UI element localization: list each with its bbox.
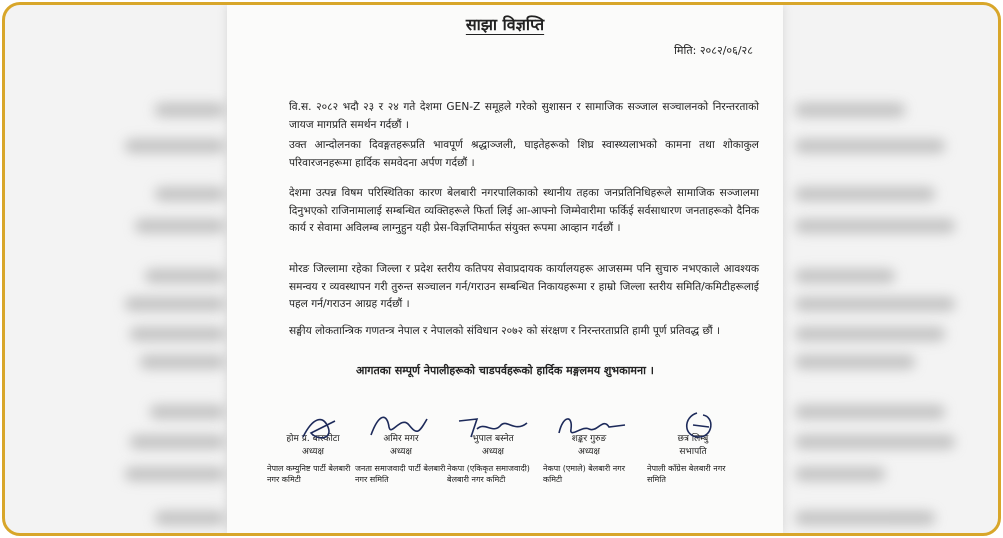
signatory-1 [267,433,359,485]
signature-mark [549,407,629,443]
paragraph-4: मोरङ जिल्लामा रहेका जिल्ला र प्रदेश स्तरीय कतिपय सेवाप्रदायक कार्यालयहरू आजसम्म पनि सुचारु नभएकाले आवश्यक समन्वय र व्यवस्थापन गरी तुरुन्त सञ्चालन गर्न/गराउन सम्बन्धित निकायहरूमा र हाम्रो जिल्ला स्तरीय समिति/कमिटीहरूलाई पहल गर्न/गराउन आग्रह गर्दछौं । [289,263,759,310]
signatory-3 [447,433,539,485]
image-frame [2,2,1001,536]
signatory-role: अध्यक्ष [390,447,412,457]
signatory-2 [355,433,447,485]
paragraph-1: वि.स. २०८२ भदौ २३ र २४ गते देशमा GEN-Z समूहले गरेको सुशासन र सामाजिक सञ्जाल सञ्चालनको निरन्तरताको जायज मागप्रति समर्थन गर्दछौं । [289,101,759,131]
signature-mark [453,407,533,443]
signatory-org: नेकपा (एमाले) बेलबारी नगर कमिटी [543,464,625,484]
signatory-org: नेपाली काँग्रेस बेलबारी नगर समिति [647,464,726,484]
signature-mark [361,407,441,443]
paragraph-3: देशमा उत्पन्न विषम परिस्थितिका कारण बेलबारी नगरपालिकाको स्थानीय तहका जनप्रतिनिधिहरूले सामाजिक सञ्जालमा दिनुभएको राजिनामालाई सम्बन्धित व्यक्तिहरूले फिर्ता लिई आ-आफ्नो जिम्मेवारीमा फर्किई सर्वसाधारण जनताहरूको दैनिक कार्य र सेवामा अविलम्ब लाग्नुहुन यही प्रेस-विज्ञप्तिमार्फत संयुक्त रूपमा आव्हान गर्दछौं । [289,187,759,234]
greeting-line: आगतका सम्पूर्ण नेपालीहरूको चाडपर्वहरूको हार्दिक मङ्गलमय शुभकामना । [356,364,654,377]
signatory-5 [647,433,739,485]
signatory-name: शङ्कर गुरुङ [571,434,607,444]
signatory-role: अध्यक्ष [302,447,324,457]
signatory-org: जनता समाजवादी पार्टी बेलबारी नगर समिति [355,464,446,484]
paragraph-2: उक्त आन्दोलनका दिवङ्गतहरूप्रति भावपूर्ण श्रद्धाञ्जली, घाइतेहरूको शिघ्र स्वास्थ्यलाभको कामना तथा शोकाकुल परिवारजनहरूमा हार्दिक समवेदना अर्पण गर्दछौं । [289,139,759,169]
signatory-name: छत्र लिम्बु [677,434,709,444]
signature-mark [653,407,733,443]
signatory-org: नेकपा (एकिकृत समाजवादी) बेलबारी नगर कमिटी [447,464,530,484]
signatory-org: नेपाल कम्युनिष्ट पार्टी बेलबारी नगर कमिटी [267,464,351,484]
signatory-role: सभापति [679,447,707,457]
notice-document [227,5,783,533]
signatory-4 [543,433,635,485]
signatory-role: अध्यक्ष [482,447,504,457]
notice-date: मिति: २०८२/०६/२८ [674,44,753,57]
signature-mark [273,407,353,443]
paragraph-5: सङ्घीय लोकतान्त्रिक गणतन्त्र नेपाल र नेपालको संविधान २०७२ को संरक्षण र निरन्तरताप्रति हामी पूर्ण प्रतिवद्ध छौं । [289,325,721,337]
signatory-name: अमिर मगर [383,434,419,444]
signatory-name: भुपाल बस्नेत [472,434,514,444]
notice-title: साझा विज्ञप्ति [465,15,545,34]
signatory-role: अध्यक्ष [578,447,600,457]
signatory-name: होम प्र. बास्कोटा [286,434,340,444]
